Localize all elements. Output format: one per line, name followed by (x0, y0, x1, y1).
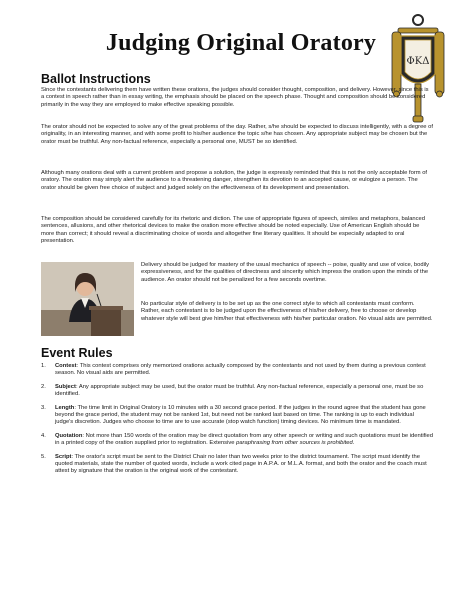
ballot-paragraph-5: Delivery should be judged for mastery of the usual mechanics of speech -- poise, quality and use of voice, bodily expressiveness, and for the qualities of directness and sincerity which impress the oration upon the minds of the audience. An orator should not be penalized for a few seconds overtime. (141, 262, 430, 283)
rule-item-length: 3. Length: The time limit in Original Oratory is 10 minutes with a 30 second grace period. If the judges in the round agree that the student has gone beyond the grace period, the student may not be ranked 1st, but need not be ranked last based on time. The ranking is up to each individual judge's discretion. Judges who choose to time are to use accurate (stop watch function) timing devices. No minimum time is mandated. (41, 404, 426, 426)
event-rules-list (41, 363, 433, 476)
ballot-paragraph-3: Although many orations deal with a current problem and propose a solution, the judge is expressly reminded that this is not the only acceptable form of oratory. The oration may simply alert the audience to a threatening danger, strengthen its devotion to an accepted cause, or eulogize a person. The orator should be given free choice of subject and judged solely on the effectiveness of its development and presentation. (41, 170, 428, 191)
emblem-letters: ΦΚΔ (406, 56, 430, 67)
rule-item-quotation: 4. Quotation: Not more than 150 words of the oration may be direct quotation from any other speech or writing and such quotations must be identified in a printed copy of the oration supplied prior to registration. Extensive paraphrasing from other sources is prohibited. (41, 432, 433, 447)
rule-item-subject: 2. Subject: Any appropriate subject may be used, but the orator must be truthful. Any non-factual reference, especially a personal one, must be so identified. (41, 383, 424, 398)
key-emblem-icon (388, 12, 448, 140)
ballot-instructions-heading: Ballot Instructions (41, 72, 151, 86)
ballot-paragraph-2: The orator should not be expected to solve any of the great problems of the day. Rather, s/he should be expected to discuss intelligently, with a degree of originality, in an interesting manner, and with some profit to his/her audience the topic s/he has chosen. Any appropriate subject may be chosen but the orator must be truthful. Any non-factual reference, especially a personal one, MUST be so identified. (41, 124, 433, 145)
ballot-paragraph-6: No particular style of delivery is to be set up as the one correct style to which all contestants must conform. Rather, each contestant is to be judged upon the effectiveness of his/her delivery, free to choose or develop whatever style will best give him/her that effectiveness with his/her particular oration. No visual aids are permitted. (141, 301, 433, 322)
rule-item-contest: 1. Contest: This contest comprises only memorized orations actually composed by the contestants and not used by them during a previous contest season. No visual aids are permitted. (41, 363, 426, 377)
ballot-paragraph-1: Since the contestants delivering them have written these orations, the judges should consider thought, composition, and delivery. However, since this is a contest in speech rather than in essay writing, the emphasis should be placed on the speech phase. Thought and composition should be considered primarily in the way they are employed to make effective speaking possible. (41, 87, 429, 108)
event-rules-heading: Event Rules (41, 346, 113, 360)
page-title: Judging Original Oratory (105, 30, 377, 56)
rule-item-script: 5. Script: The orator's script must be sent to the District Chair no later than two weeks prior to the district tournament. The script must identify the quoted materials, state the number of quoted words, include a work cited page in A.P.A. or M.L.A. format, and both the orator and the coach must attest by signature that the oration is the original work of the contestant. (41, 453, 427, 475)
ballot-paragraph-4: The composition should be considered carefully for its rhetoric and diction. The use of appropriate figures of speech, similes and metaphors, balanced sentences, allusions, and other rhetorical devices to make the oration more effective should be noted especially. Use of American English should be more than correct; it should reveal a discriminating choice of words and altogether fine literary qualities. It should be especially adapted to oral presentation. (41, 216, 425, 245)
speaker-photo (41, 262, 134, 336)
